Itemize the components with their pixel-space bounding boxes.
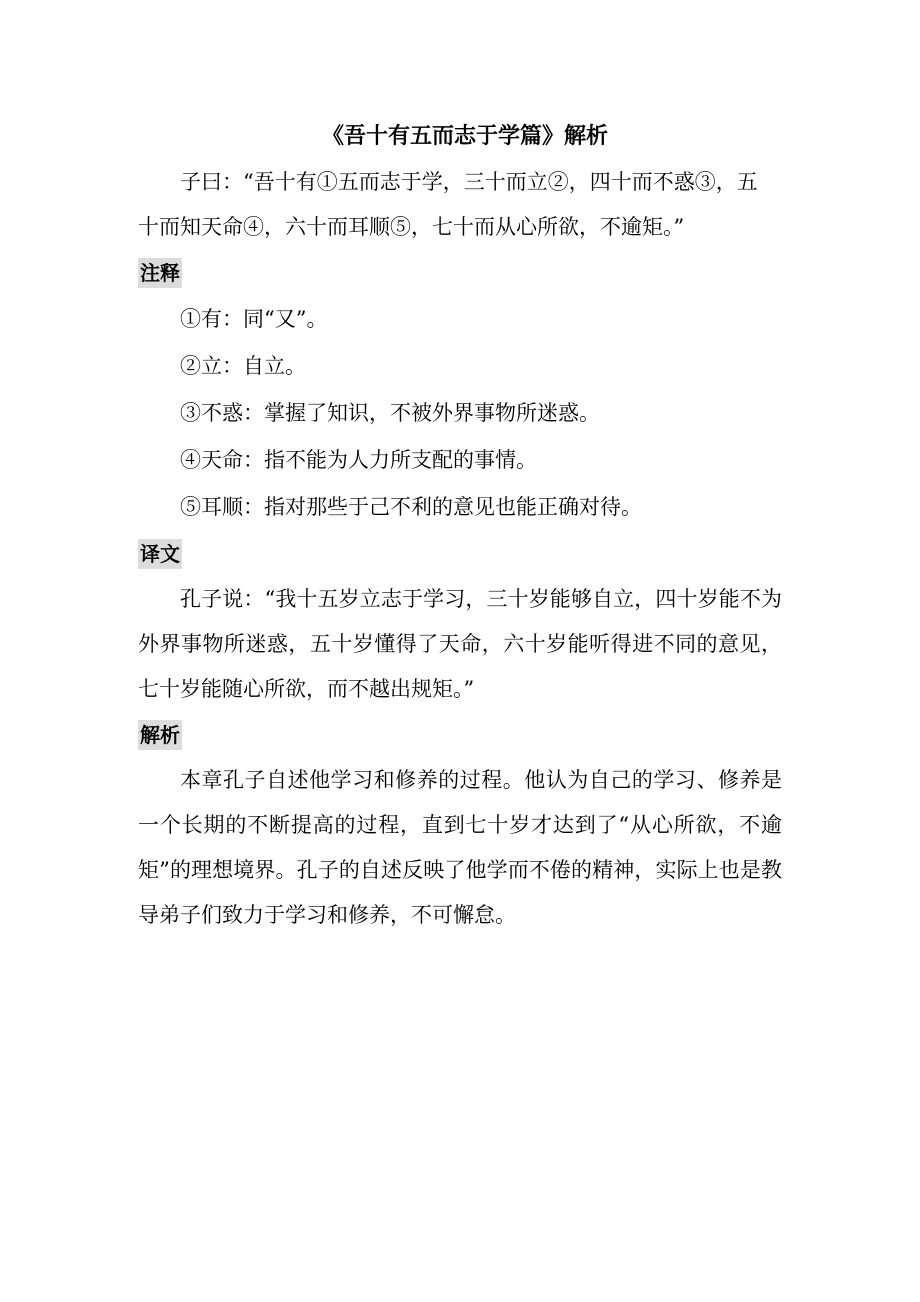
notes-heading-row bbox=[138, 250, 782, 296]
notes-list bbox=[138, 296, 782, 531]
note-item: ①有：同“又”。 bbox=[180, 307, 328, 331]
analysis-heading: 解析 bbox=[138, 720, 182, 750]
original-text-line-1: 子曰：“吾十有①五而志于学，三十而立②，四十而不惑③，五 bbox=[180, 170, 758, 194]
note-item: ④天命：指不能为人力所支配的事情。 bbox=[180, 448, 537, 472]
document-page bbox=[138, 112, 782, 938]
original-text bbox=[138, 160, 782, 250]
document-title: 《吾十有五而志于学篇》解析 bbox=[321, 123, 608, 149]
note-item: ⑤耳顺：指对那些于己不利的意见也能正确对待。 bbox=[180, 495, 642, 519]
analysis-paragraph: 本章孔子自述他学习和修养的过程。他认为自己的学习、修养是一个长期的不断提高的过程，直到七十岁才达到了“从心所欲，不逾矩”的理想境界。孔子的自述反映了他学而不倦的精神，实际上也是教导弟子们致力于学习和修养，不可懈怠。 bbox=[138, 768, 782, 927]
analysis-heading-row bbox=[138, 712, 782, 758]
note-item: ③不惑：掌握了知识，不被外界事物所迷惑。 bbox=[180, 401, 600, 425]
original-text-line-2: 十而知天命④，六十而耳顺⑤，七十而从心所欲，不逾矩。” bbox=[138, 215, 685, 239]
note-item: ②立：自立。 bbox=[180, 354, 306, 378]
translation-paragraph: 孔子说：“我十五岁立志于学习，三十岁能够自立，四十岁能不为外界事物所迷惑，五十岁懂得了天命，六十岁能听得进不同的意见，七十岁能随心所欲，而不越出规矩。” bbox=[138, 587, 782, 701]
translation-heading: 译文 bbox=[138, 539, 182, 569]
notes-heading: 注释 bbox=[138, 258, 182, 288]
translation-heading-row bbox=[138, 531, 782, 577]
